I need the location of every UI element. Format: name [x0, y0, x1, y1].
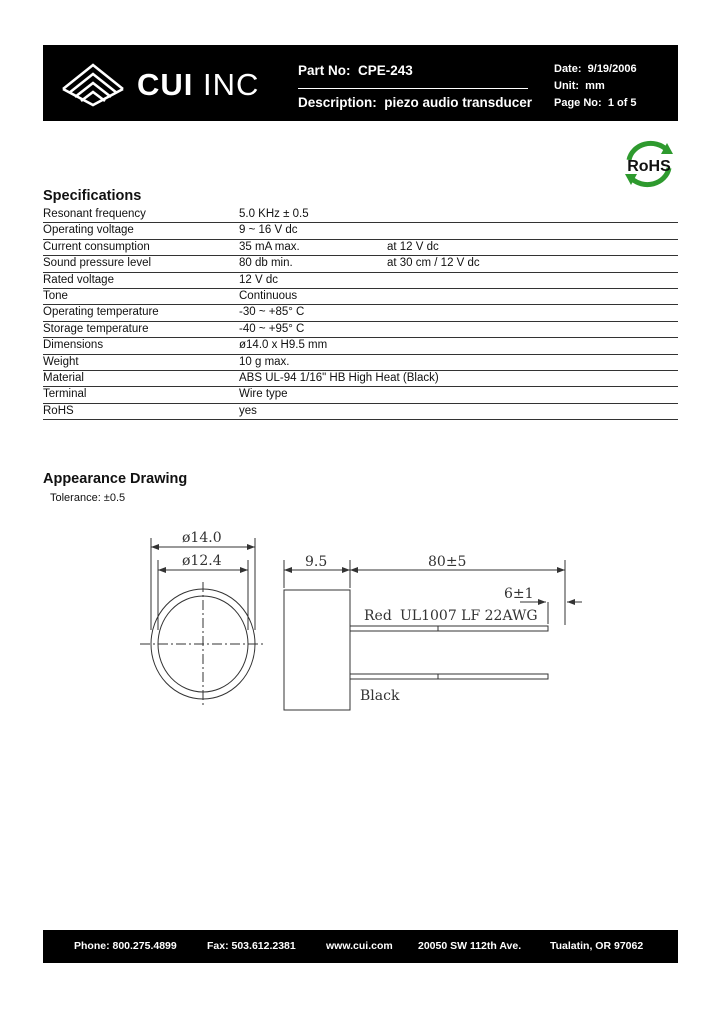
description [298, 95, 532, 110]
appearance-title: Appearance Drawing [43, 471, 188, 487]
spec-condition: at 30 cm / 12 V dc [387, 257, 480, 270]
brand-thin: INC [203, 67, 260, 102]
footer-city: Tualatin, OR 97062 [550, 940, 644, 952]
footer-bar [43, 930, 678, 963]
spec-name: Sound pressure level [43, 257, 152, 270]
unit-field [554, 80, 605, 92]
spec-row [43, 355, 678, 371]
company-name [137, 67, 259, 103]
tolerance-note: Tolerance: ±0.5 [50, 492, 126, 504]
spec-name: Terminal [43, 388, 87, 401]
spec-value: -40 ~ +95° C [239, 322, 305, 335]
spec-row [43, 404, 678, 420]
spec-row [43, 289, 678, 305]
spec-name: Current consumption [43, 240, 150, 253]
footer-web[interactable]: www.cui.com [326, 940, 393, 952]
spec-row [43, 371, 678, 387]
spec-row [43, 223, 678, 239]
description-label: Description: [298, 95, 377, 110]
spec-value: ø14.0 x H9.5 mm [239, 339, 328, 352]
wire-spec-label: UL1007 LF 22AWG [400, 608, 538, 624]
footer-fax: Fax: 503.612.2381 [207, 940, 296, 952]
dim-inner-text: ø12.4 [182, 553, 222, 569]
spec-row [43, 207, 678, 223]
rohs-badge-icon [621, 140, 677, 188]
unit-label: Unit: [554, 80, 580, 92]
spec-name: Material [43, 371, 84, 384]
spec-value: 80 db min. [239, 257, 293, 270]
part-label: Part No: [298, 63, 351, 78]
spec-value: 9 ~ 16 V dc [239, 224, 298, 237]
specifications-title: Specifications [43, 188, 142, 204]
spec-name: Operating temperature [43, 306, 159, 319]
spec-row [43, 387, 678, 403]
page-value: 1 of 5 [607, 97, 637, 109]
spec-row [43, 273, 678, 289]
spec-row [43, 240, 678, 256]
dim-strip-text: 6±1 [504, 586, 534, 602]
cui-logo-icon [61, 59, 125, 109]
dim-lead-text: 80±5 [428, 554, 467, 570]
date-field [554, 63, 637, 75]
appearance-drawing [140, 520, 600, 720]
spec-value: 10 g max. [239, 355, 290, 368]
page-field [554, 97, 637, 109]
spec-row [43, 338, 678, 354]
wire-black-label: Black [360, 688, 400, 704]
spec-name: Resonant frequency [43, 208, 146, 220]
spec-row [43, 305, 678, 321]
page-label: Page No: [554, 97, 602, 109]
spec-name: Weight [43, 355, 79, 368]
spec-name: RoHS [43, 404, 74, 417]
spec-name: Operating voltage [43, 224, 134, 237]
spec-name: Tone [43, 289, 68, 302]
part-number [298, 63, 413, 78]
dim-outer-text: ø14.0 [182, 530, 222, 546]
date-label: Date: [554, 63, 582, 75]
footer-address: 20050 SW 112th Ave. [418, 940, 522, 952]
header-bar [43, 45, 678, 121]
spec-value: -30 ~ +85° C [239, 306, 305, 319]
spec-name: Rated voltage [43, 273, 114, 286]
rohs-text: RoHS [627, 158, 671, 175]
spec-value: Continuous [239, 289, 298, 302]
spec-value: Wire type [239, 388, 288, 401]
spec-row [43, 256, 678, 272]
spec-value: 5.0 KHz ± 0.5 [239, 208, 309, 220]
wire-red-label: Red [364, 608, 392, 624]
part-value: CPE-243 [358, 63, 413, 78]
spec-value: ABS UL-94 1/16" HB High Heat (Black) [239, 371, 439, 384]
spec-value: 12 V dc [239, 273, 278, 286]
header-divider [298, 88, 528, 89]
footer-phone: Phone: 800.275.4899 [74, 940, 177, 952]
spec-name: Dimensions [43, 339, 104, 352]
spec-name: Storage temperature [43, 322, 149, 335]
specifications-table [43, 207, 678, 420]
spec-condition: at 12 V dc [387, 240, 439, 253]
spec-value: yes [239, 404, 257, 417]
dim-height-text: 9.5 [305, 554, 328, 570]
date-value: 9/19/2006 [587, 63, 637, 75]
description-value: piezo audio transducer [384, 95, 533, 110]
spec-row [43, 322, 678, 338]
spec-value: 35 mA max. [239, 240, 300, 253]
brand-bold: CUI [137, 67, 194, 102]
unit-value: mm [585, 80, 605, 92]
